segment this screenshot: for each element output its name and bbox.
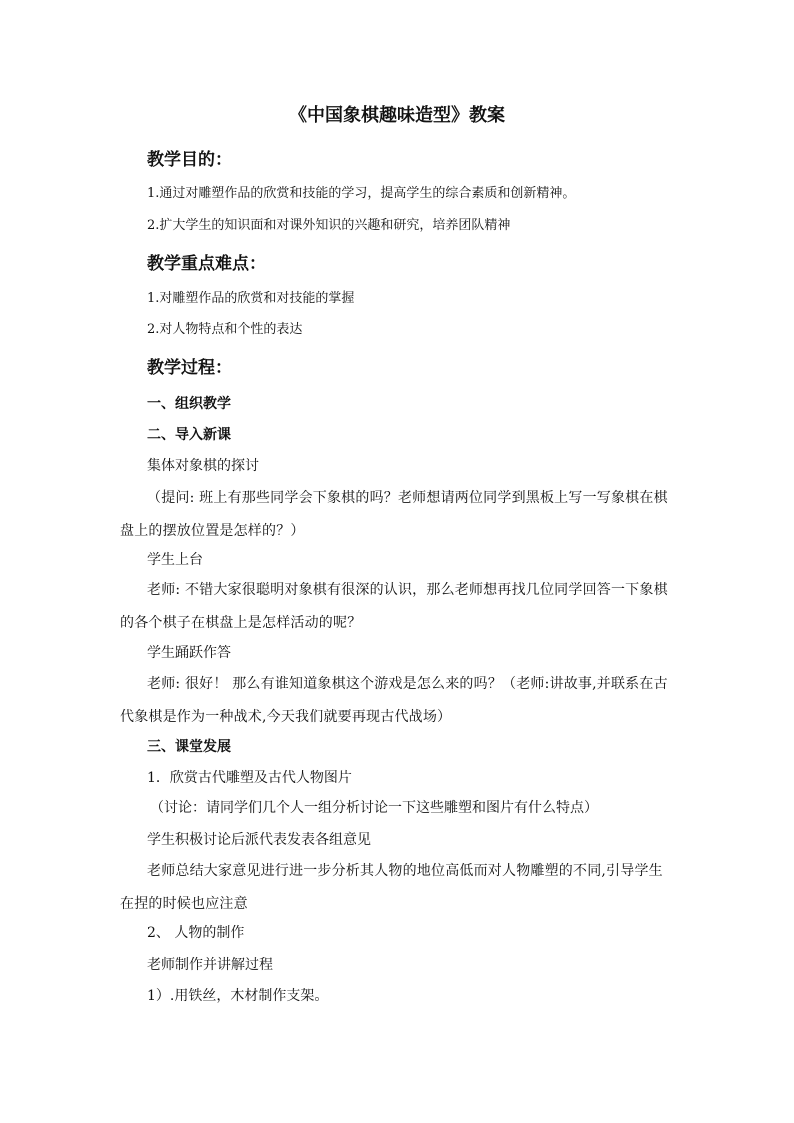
- paragraph-group-opinions: 学生积极讨论后派代表发表各组意见: [147, 832, 371, 848]
- paragraph-question: （提问: 班上有那些同学会下象棋的吗？老师想请两位同学到黑板上写一写象棋在棋盘上的摆放位置是怎样的？）: [120, 490, 668, 539]
- process-heading: 教学过程：: [147, 358, 232, 378]
- objective-1: 1.通过对雕塑作品的欣赏和技能的学习，提高学生的综合素质和创新精神。: [147, 186, 576, 201]
- objectives-heading: 教学目的：: [147, 150, 232, 170]
- paragraph-step-wire: 1）.用铁丝，木材制作支架。: [147, 988, 329, 1004]
- keypoints-heading: 教学重点难点：: [147, 254, 266, 274]
- paragraph-appreciate: 1．欣赏古代雕塑及古代人物图片: [147, 770, 352, 786]
- paragraph-students-stage: 学生上台: [147, 552, 203, 568]
- step-2-heading: 二、导入新课: [147, 427, 231, 443]
- paragraph-students-answer: 学生踊跃作答: [147, 645, 231, 661]
- paragraph-teacher-demo: 老师制作并讲解过程: [147, 957, 273, 973]
- paragraph-discussion: （讨论：请同学们几个人一组分析讨论一下这些雕塑和图片有什么特点）: [150, 800, 598, 816]
- paragraph-teacher-praise: 老师: 不错大家很聪明对象棋有很深的认识，那么老师想再找几位同学回答一下象棋的各个棋子在棋盘上是怎样活动的呢？: [120, 582, 668, 631]
- document-title: 《中国象棋趣味造型》教案: [289, 105, 505, 126]
- paragraph-group-discussion: 集体对象棋的探讨: [147, 458, 259, 474]
- paragraph-teacher-story: 老师: 很好！ 那么有谁知道象棋这个游戏是怎么来的吗？（老师:讲故事,并联系在古代象棋是作为一种战术,今天我们就要再现古代战场）: [120, 676, 668, 725]
- keypoint-2: 2.对人物特点和个性的表达: [147, 322, 303, 337]
- step-3-heading: 三、课堂发展: [147, 739, 231, 755]
- paragraph-figure-making: 2、 人物的制作: [147, 925, 245, 941]
- keypoint-1: 1.对雕塑作品的欣赏和对技能的掌握: [147, 291, 355, 306]
- paragraph-teacher-summary: 老师总结大家意见进行进一步分析其人物的地位高低而对人物雕塑的不同,引导学生在捏的时候也应注意: [120, 863, 663, 912]
- step-1-heading: 一、组织教学: [147, 396, 231, 412]
- objective-2: 2.扩大学生的知识面和对课外知识的兴趣和研究，培养团队精神: [147, 218, 511, 233]
